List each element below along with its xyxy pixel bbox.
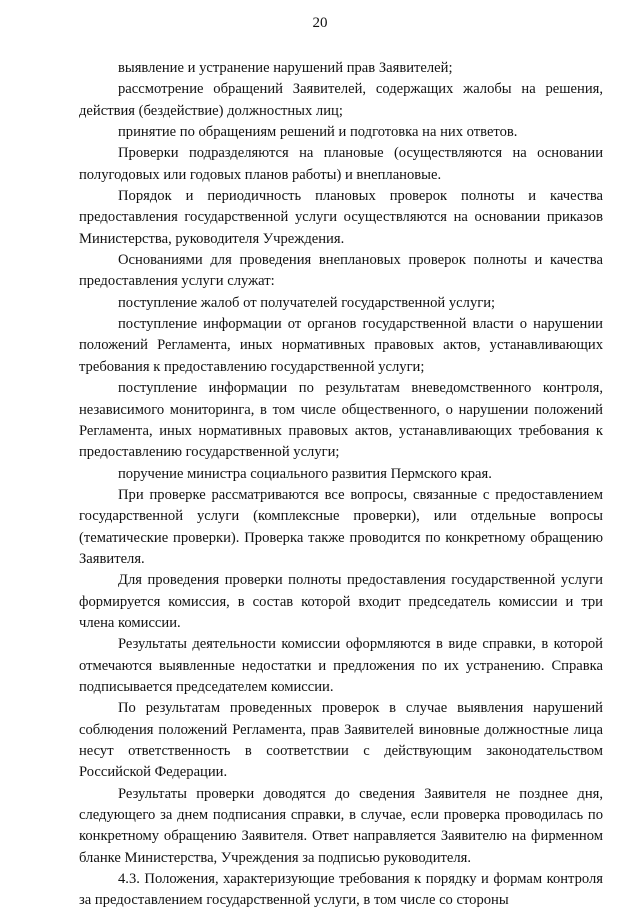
paragraph-7: поступление жалоб от получателей государственной услуги; [118,294,496,311]
paragraph-15: Результаты проверки доводятся до сведения Заявителя не позднее дня, следующего за днем подписания справки, в случае, если проверка проводилась по конкретному обращению Заявителя. Ответ направляется Заявителю на фирменном бланке Министерства, Учреждения за подписью руководителя. [79,785,603,866]
paragraph-3: принятие по обращениям решений и подготовка на них ответов. [118,124,518,141]
paragraph-8: поступление информации от органов государственной власти о нарушении положений Регламента, иных нормативных правовых актов, устанавливающих требования к предоставлению государственной услуги; [79,316,603,375]
paragraph-12: Для проведения проверки полноты предоставления государственной услуги формируется комиссия, в состав которой входит председатель комиссии и три члена комиссии. [79,572,603,631]
paragraph-10: поручение министра социального развития Пермского края. [118,465,492,482]
paragraph-9: поступление информации по результатам вневедомственного контроля, независимого мониторинга, в том числе общественного, о нарушении положений Регламента, иных нормативных правовых актов, устанавливающих требования к предоставлению государственной услуги; [79,380,603,461]
paragraph-6: Основаниями для проведения внеплановых проверок полноты и качества предоставления услуги служат: [79,252,603,290]
paragraph-14: По результатам проведенных проверок в случае выявления нарушений соблюдения положений Регламента, прав Заявителей виновные должностные лица несут ответственность в соответствии с действующим законодательством Российской Федерации. [79,700,603,781]
paragraph-13: Результаты деятельности комиссии оформляются в виде справки, в которой отмечаются выявленные недостатки и предложения по их устранению. Справка подписывается председателем комиссии. [79,636,603,695]
paragraph-5: Порядок и периодичность плановых проверок полноты и качества предоставления государственной услуги осуществляются на основании приказов Министерства, руководителя Учреждения. [79,188,603,247]
paragraph-11: При проверке рассматриваются все вопросы, связанные с предоставлением государственной услуги (комплексные проверки), или отдельные вопросы (тематические проверки). Проверка также проводится по конкретному обращению Заявителя. [79,486,603,567]
body-text [79,58,603,912]
paragraph-2: рассмотрение обращений Заявителей, содержащих жалобы на решения, действия (бездействие) должностных лиц; [79,81,603,119]
paragraph-4: Проверки подразделяются на плановые (осуществляются на основании полугодовых или годовых планов работы) и внеплановые. [79,145,603,183]
paragraph-1: выявление и устранение нарушений прав Заявителей; [118,60,453,76]
page-number: 20 [312,15,328,31]
paragraph-16: 4.3. Положения, характеризующие требования к порядку и формам контроля за предоставлением государственной услуги, в том числе со стороны [79,871,603,909]
